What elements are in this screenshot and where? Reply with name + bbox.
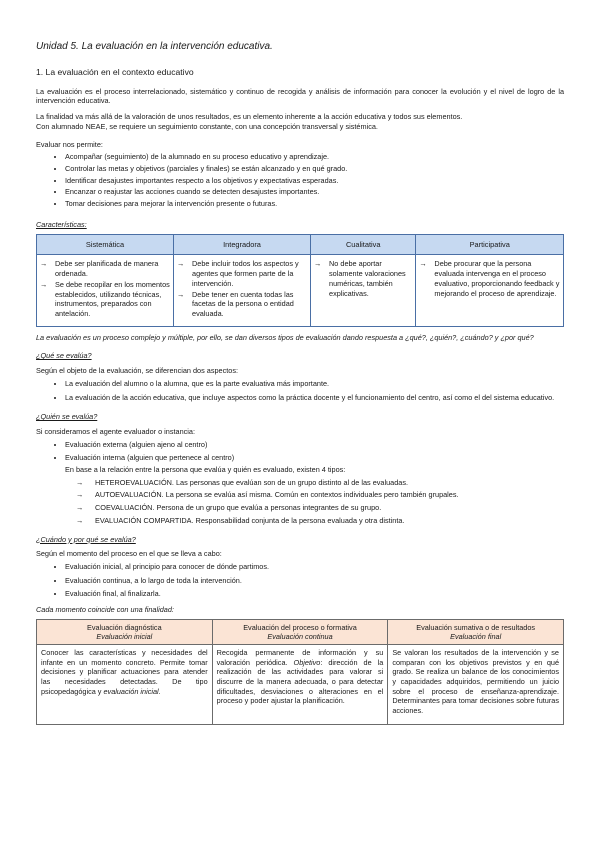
que-intro: Según el objeto de la evaluación, se diferencian dos aspectos: [36, 366, 239, 376]
list-item: • Identificar desajustes importantes respecto a los objetivos y expectativas esperadas. [65, 176, 564, 186]
cell-participativa [416, 255, 564, 326]
list-item: • Evaluación continua, a lo largo de toda la intervención. [65, 576, 564, 586]
cuando-list [36, 562, 564, 599]
quien-heading: ¿Quién se evalúa? [36, 412, 98, 422]
cuando-heading: ¿Cuándo y por qué se evalúa? [36, 534, 136, 544]
quien-list [36, 440, 564, 463]
list-item: → Se debe recopilar en los momentos establecidos, utilizando técnicas, instrumentos, preparados con antelación. [40, 279, 170, 318]
permite-intro: Evaluar nos permite: [36, 139, 103, 149]
permite-list [36, 152, 564, 209]
list-item: → Debe incluir todos los aspectos y agentes que formen parte de la intervención. [177, 259, 299, 288]
list-item: • La evaluación del alumno o la alumna, que es la parte evaluativa más importante. [65, 379, 564, 389]
list-item: • Evaluación final, al finalizarla. [65, 589, 564, 599]
list-item: → No debe aportar solamente valoraciones numéricas, también explicativas. [314, 259, 406, 298]
list-item: → Debe ser planificada de manera ordenada. [40, 259, 159, 279]
header-formativa: Evaluación del proceso o formativa Evaluación continua [212, 619, 388, 644]
list-item: → EVALUACIÓN COMPARTIDA. Responsabilidad conjunta de la persona evaluada y otra distinta. [76, 515, 405, 525]
finalidad-note: Cada momento coincide con una finalidad: [36, 605, 174, 615]
table-header-row [37, 235, 564, 255]
list-item: • La evaluación de la acción educativa, que incluye aspectos como la práctica docente y el funcionamiento del centro, así como el del sistema educativo. [65, 393, 564, 403]
cell-sistematica [37, 255, 174, 326]
section-title: 1. La evaluación en el contexto educativo [36, 67, 194, 78]
cell-cualitativa [311, 255, 416, 326]
quien-intro: Si consideramos el agente evaluador o instancia: [36, 426, 196, 436]
finalidad-line-1: La finalidad va más allá de la valoración de unos resultados, es un elemento inherente a la acción educativa y todos sus elementos. [36, 112, 463, 122]
header-participativa: Participativa [416, 235, 564, 255]
cell-diagnostica: Conocer las características y necesidades del infante en un momento concreto. Permite tomar decisiones y planificar actuaciones para atender las necesidades detectadas. De tipo psicopedagógica y evaluación inicial. [37, 644, 213, 724]
cell-sumativa: Se valoran los resultados de la intervención y se comparan con los objetivos previstos y en qué grado. Se realiza un balance de los conocimientos y capacidades adquiridos, permitiendo un juicio sobre el proceso de enseñanza-aprendizaje. Determinantes para tomar decisiones sobre futuras acciones. [388, 644, 564, 724]
arrow-icon: → [419, 259, 427, 269]
list-item: → AUTOEVALUACIÓN. La persona se evalúa así misma. Común en contextos individuales pero también grupales. [76, 490, 459, 500]
finalidad-paragraph [36, 112, 564, 131]
list-item: • Acompañar (seguimiento) de la alumnado en su proceso educativo y aprendizaje. [65, 152, 564, 162]
arrow-icon: → [76, 503, 84, 513]
arrow-icon: → [314, 259, 322, 269]
arrow-icon: → [177, 289, 185, 299]
list-item: → HETEROEVALUACIÓN. Las personas que evalúan son de un grupo distinto al de las evaluadas. [76, 477, 408, 487]
document-title: Unidad 5. La evaluación en la intervención educativa. [36, 41, 273, 52]
table-row [37, 644, 564, 724]
cell-integradora [174, 255, 311, 326]
quien-sub-intro: En base a la relación entre la persona que evalúa y quién es evaluado, existen 4 tipos: [65, 465, 346, 474]
caracteristicas-table [36, 234, 564, 326]
cuando-intro: Según el momento del proceso en el que se lleva a cabo: [36, 549, 222, 559]
arrow-icon: → [40, 279, 48, 289]
arrow-icon: → [76, 490, 84, 500]
cell-formativa: Recogida permanente de información y su valoración periódica. Objetivo: dirección de la realización de las actividades para valorar si discurre de la manera adecuada, o para detectar dificultades, desviaciones o alteraciones en el proceso y poder ajustar la planificación. [212, 644, 388, 724]
finalidad-line-2: Con alumnado NEAE, se requiere un seguimiento constante, con una concepción transversal y sistémica. [36, 121, 378, 131]
list-item: • Controlar las metas y objetivos (parciales y finales) se están alcanzado y en qué grado. [65, 164, 564, 174]
header-integradora: Integradora [174, 235, 311, 255]
list-item: • Evaluación inicial, al principio para conocer de dónde partimos. [65, 562, 564, 572]
complex-note: La evaluación es un proceso complejo y múltiple, por ello, se dan diversos tipos de evaluación dando respuesta a ¿qué?, ¿quién?, ¿cuándo? y ¿por qué? [36, 332, 534, 342]
header-diagnostica: Evaluación diagnóstica Evaluación inicial [37, 619, 213, 644]
list-item: • Evaluación externa (alguien ajeno al centro) [65, 440, 564, 450]
table-header-row [37, 619, 564, 644]
arrow-icon: → [76, 477, 84, 487]
arrow-icon: → [76, 515, 84, 525]
que-heading: ¿Qué se evalúa? [36, 351, 92, 361]
list-item: • Tomar decisiones para mejorar la intervención presente o futuras. [65, 199, 564, 209]
header-sistematica: Sistemática [37, 235, 174, 255]
arrow-icon: → [177, 259, 185, 269]
list-item: • Evaluación interna (alguien que pertenece al centro) [65, 453, 564, 463]
que-list [36, 379, 564, 403]
intro-paragraph: La evaluación es el proceso interrelacionado, sistemático y continuo de recogida y análisis de información para conocer la evolución y el nivel de logro de la intervención educativa. [36, 86, 564, 106]
header-sumativa: Evaluación sumativa o de resultados Evaluación final [388, 619, 564, 644]
arrow-icon: → [40, 259, 48, 269]
list-item: → COEVALUACIÓN. Persona de un grupo que evalúa a personas integrantes de su grupo. [76, 503, 382, 513]
table-row [37, 255, 564, 326]
header-cualitativa: Cualitativa [311, 235, 416, 255]
finalidades-table [36, 619, 564, 725]
caracteristicas-heading: Características: [36, 219, 87, 229]
list-item: • Encanzar o reajustar las acciones cuando se detecten desajustes importantes. [65, 187, 564, 197]
evaluation-types-list [76, 478, 564, 526]
list-item: → Debe procurar que la persona evaluada intervenga en el proceso evaluativo, proporcionando feedback y mejorando el proceso de aprendizaje. [419, 259, 560, 298]
list-item: → Debe tener en cuenta todas las facetas de la persona o entidad evaluada. [177, 289, 294, 318]
